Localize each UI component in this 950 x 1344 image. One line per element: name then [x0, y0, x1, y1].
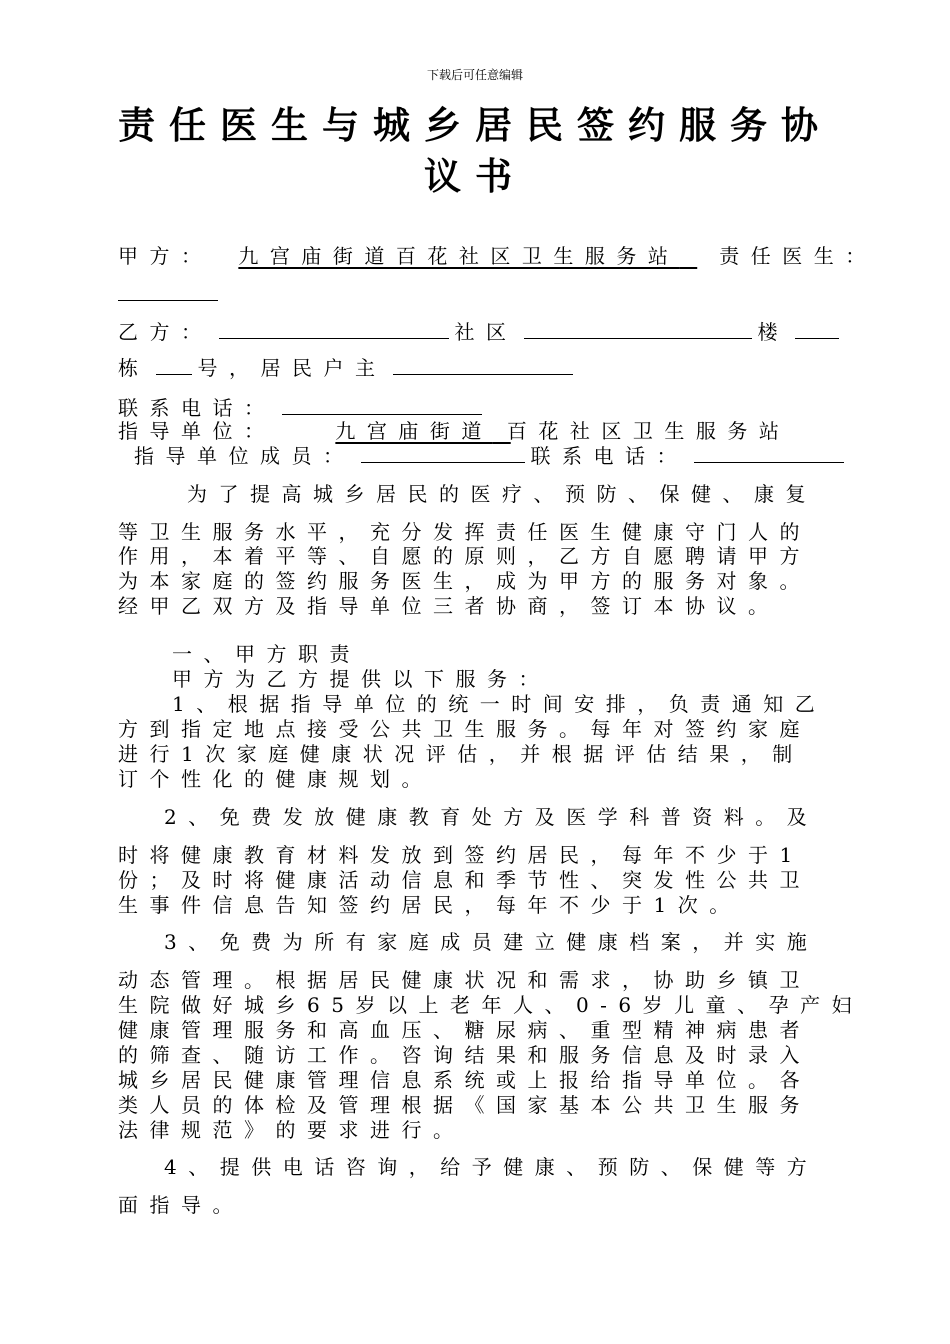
document-title-line1: 责任医生与城乡居民签约服务协	[118, 103, 832, 147]
party-b-label: 乙方：	[118, 320, 213, 344]
intro-line: 作用，本着平等、自愿的原则，乙方自愿聘请甲方	[118, 544, 811, 568]
unit-label: 栋	[118, 356, 150, 380]
section1-heading: 一、甲方职责	[172, 642, 361, 666]
item3-line: 城乡居民健康管理信息系统或上报给指导单位。各	[118, 1068, 811, 1092]
item3-line: 法律规范》的要求进行。	[118, 1118, 465, 1142]
number-label: 号，	[197, 356, 261, 380]
guide-member-label: 指导单位成员：	[134, 444, 355, 468]
community-blank[interactable]	[524, 320, 752, 339]
contact-line	[118, 396, 488, 420]
item2-line: 2、免费发放健康教育处方及医学科普资料。及	[164, 805, 819, 829]
document-title-line2: 议书	[424, 154, 526, 198]
page-header: 下载后可任意编辑	[426, 68, 523, 82]
party-a-label: 甲方：	[118, 244, 213, 268]
item1-line: 方到指定地点接受公共卫生服务。每年对签约家庭	[118, 717, 811, 741]
item3-line: 的筛查、随访工作。咨询结果和服务信息及时录入	[118, 1043, 811, 1067]
party-b-line	[118, 320, 845, 344]
building-label: 楼	[757, 320, 789, 344]
building-blank[interactable]	[795, 320, 839, 339]
item2-line: 生事件信息告知签约居民，每年不少于1次。	[118, 893, 741, 917]
item3-line: 动态管理。根据居民健康状况和需求，协助乡镇卫	[118, 968, 811, 992]
householder-label: 居民户主	[260, 356, 387, 380]
item1-line: 订个性化的健康规划。	[118, 767, 433, 791]
item3-line: 类人员的体检及管理根据《国家基本公共卫生服务	[118, 1093, 811, 1117]
intro-line: 为了提高城乡居民的医疗、预防、保健、康复	[187, 482, 817, 506]
party-a-org: 九宫庙街道百花社区卫生服务站	[238, 244, 680, 268]
guide-member-line	[134, 444, 850, 468]
doctor-label: 责任医生：	[719, 244, 877, 268]
contact-blank[interactable]	[282, 396, 482, 415]
guide-phone-label: 联系电话：	[530, 444, 688, 468]
intro-line: 为本家庭的签约服务医生，成为甲方的服务对象。	[118, 569, 811, 593]
doctor-blank[interactable]	[118, 300, 218, 301]
unit-blank[interactable]	[156, 356, 192, 375]
section1-lead: 甲方为乙方提供以下服务：	[172, 667, 550, 691]
guide-line	[118, 419, 790, 443]
guide-member-blank[interactable]	[361, 444, 525, 463]
party-b-line2	[118, 356, 579, 380]
contact-label: 联系电话：	[118, 396, 276, 420]
item3-line: 3、免费为所有家庭成员建立健康档案，并实施	[164, 930, 819, 954]
party-a-line	[118, 244, 877, 268]
item2-line: 份；及时将健康活动信息和季节性、突发性公共卫	[118, 868, 811, 892]
item3-line: 健康管理服务和高血压、糖尿病、重型精神病患者	[118, 1018, 811, 1042]
intro-line: 经甲乙双方及指导单位三者协商，签订本协议。	[118, 594, 780, 618]
item1-line: 1、根据指导单位的统一时间安排，负责通知乙	[172, 692, 827, 716]
community-label: 社区	[454, 320, 518, 344]
guide-org-rest: 百花社区卫生服务站	[506, 419, 791, 443]
intro-line: 等卫生服务水平，充分发挥责任医生健康守门人的	[118, 520, 811, 544]
householder-blank[interactable]	[393, 356, 573, 375]
guide-phone-blank[interactable]	[694, 444, 844, 463]
item4-line: 面指导。	[118, 1193, 244, 1217]
guide-org-underlined: 九宫庙街道	[335, 419, 493, 443]
guide-label: 指导单位：	[118, 419, 276, 443]
item1-line: 进行1次家庭健康状况评估，并根据评估结果，制	[118, 742, 804, 766]
party-b-name-blank[interactable]	[219, 320, 449, 339]
item4-line: 4、提供电话咨询，给予健康、预防、保健等方	[164, 1155, 819, 1179]
item3-line: 生院做好城乡65岁以上老年人、0-6岁儿童、孕产妇	[118, 993, 864, 1017]
item2-line: 时将健康教育材料发放到签约居民，每年不少于1	[118, 843, 804, 867]
